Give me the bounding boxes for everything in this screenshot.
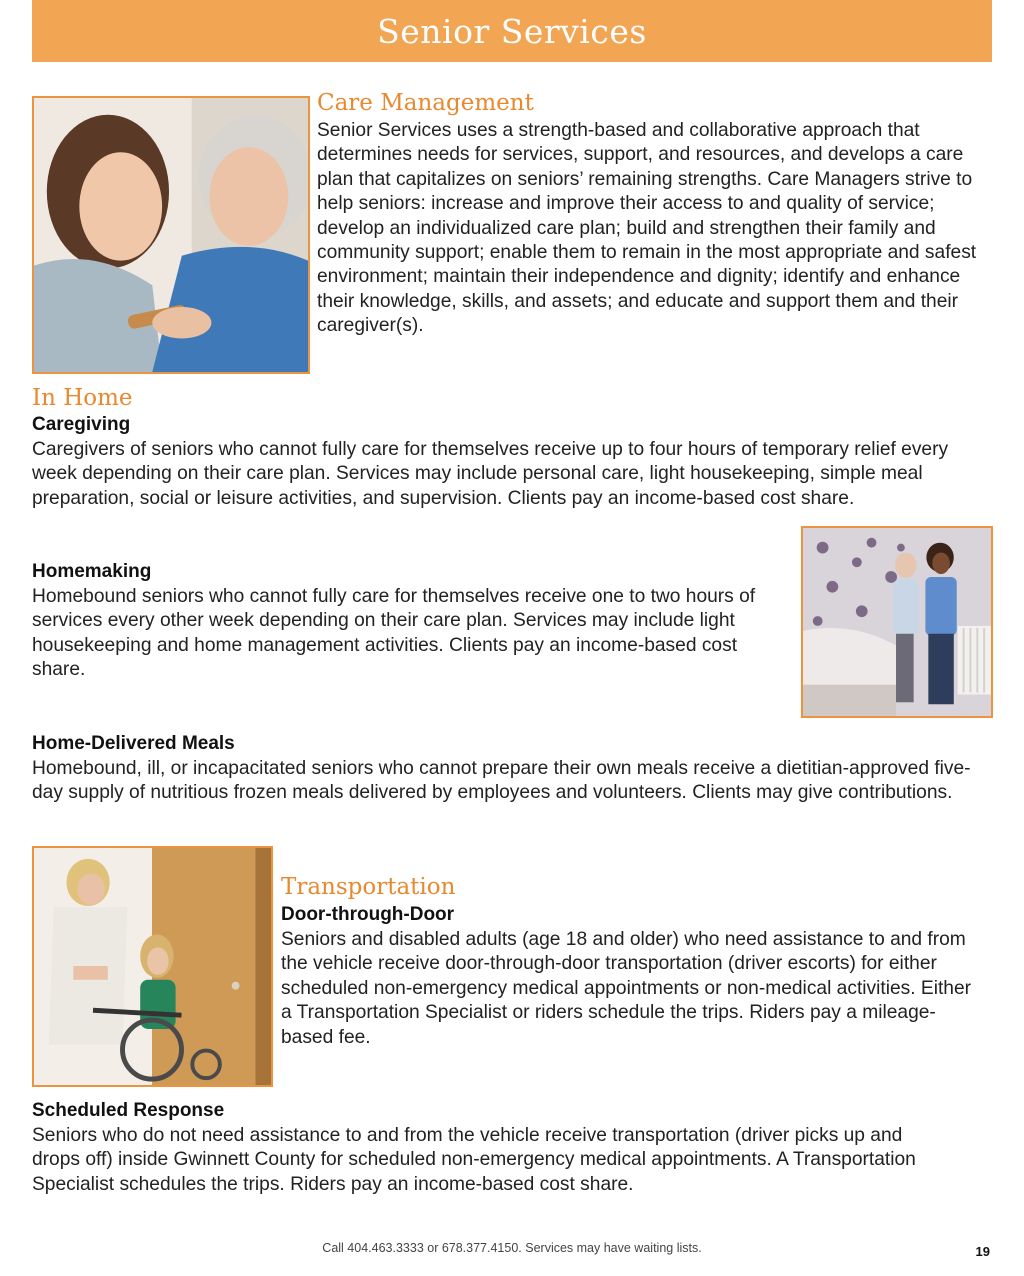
nurse-assisting-senior-photo: [801, 526, 993, 718]
care-management-text: Senior Services uses a strength-based and collaborative approach that determines needs for services, support, and resources, and develops a care plan that capitalizes on seniors’ remaining strengths. Care Managers strive to help seniors: increase and improve their access to and quality of service; develop an individualized care plan; build and strengthen their family and community support; enable them to remain in the most appropriate and safest environment; maintain their independence and dignity; identify and enhance their knowledge, skills, and assets; and educate and support them and their caregiver(s).: [317, 120, 977, 337]
door-through-door-subheading: Door-through-Door: [281, 904, 455, 925]
caregiver-senior-photo: [32, 96, 310, 374]
caregiving-subheading: Caregiving: [32, 414, 131, 435]
meals-text: Homebound, ill, or incapacitated seniors who cannot prepare their own meals receive a dietitian-approved five-day supply of nutritious frozen meals delivered by employees and volunteers. Clients may give contributions.: [32, 758, 971, 804]
homemaking-text: Homebound seniors who cannot fully care for themselves receive one to two hours of services every other week depending on their care plan. Services may include light housekeeping and home management activities. Clients pay an income-based cost share.: [32, 586, 756, 681]
scheduled-response-subheading: Scheduled Response: [32, 1100, 225, 1121]
page-banner: [32, 0, 992, 62]
wheelchair-assistance-photo: [32, 846, 273, 1087]
page-title: Senior Services: [377, 11, 647, 51]
in-home-heading: In Home: [32, 385, 133, 411]
footer-contact-note: Call 404.463.3333 or 678.377.4150. Services may have waiting lists.: [322, 1241, 702, 1255]
door-through-door-text: Seniors and disabled adults (age 18 and older) who need assistance to and from the vehicle receive door-through-door transportation (driver escorts) for either scheduled non-emergency medical appointments or non-medical activities. Either a Transportation Specialist or riders schedule the trips. Riders pay a mileage-based fee.: [281, 929, 972, 1048]
care-management-heading: Care Management: [317, 90, 534, 116]
homemaking-subheading: Homemaking: [32, 561, 152, 582]
transportation-heading: Transportation: [281, 874, 456, 900]
meals-subheading: Home-Delivered Meals: [32, 733, 235, 754]
scheduled-response-text: Seniors who do not need assistance to and from the vehicle receive transportation (driver picks up and drops off) inside Gwinnett County for scheduled non-emergency medical appointments. A Transportation Specialist schedules the trips. Riders pay an income-based cost share.: [32, 1125, 916, 1195]
caregiving-text: Caregivers of seniors who cannot fully care for themselves receive up to four hours of temporary relief every week depending on their care plan. Services may include personal care, light housekeeping, simple meal preparation, social or leisure activities, and supervision. Clients pay an income-based cost share.: [32, 439, 949, 509]
page-number: 19: [975, 1244, 990, 1259]
